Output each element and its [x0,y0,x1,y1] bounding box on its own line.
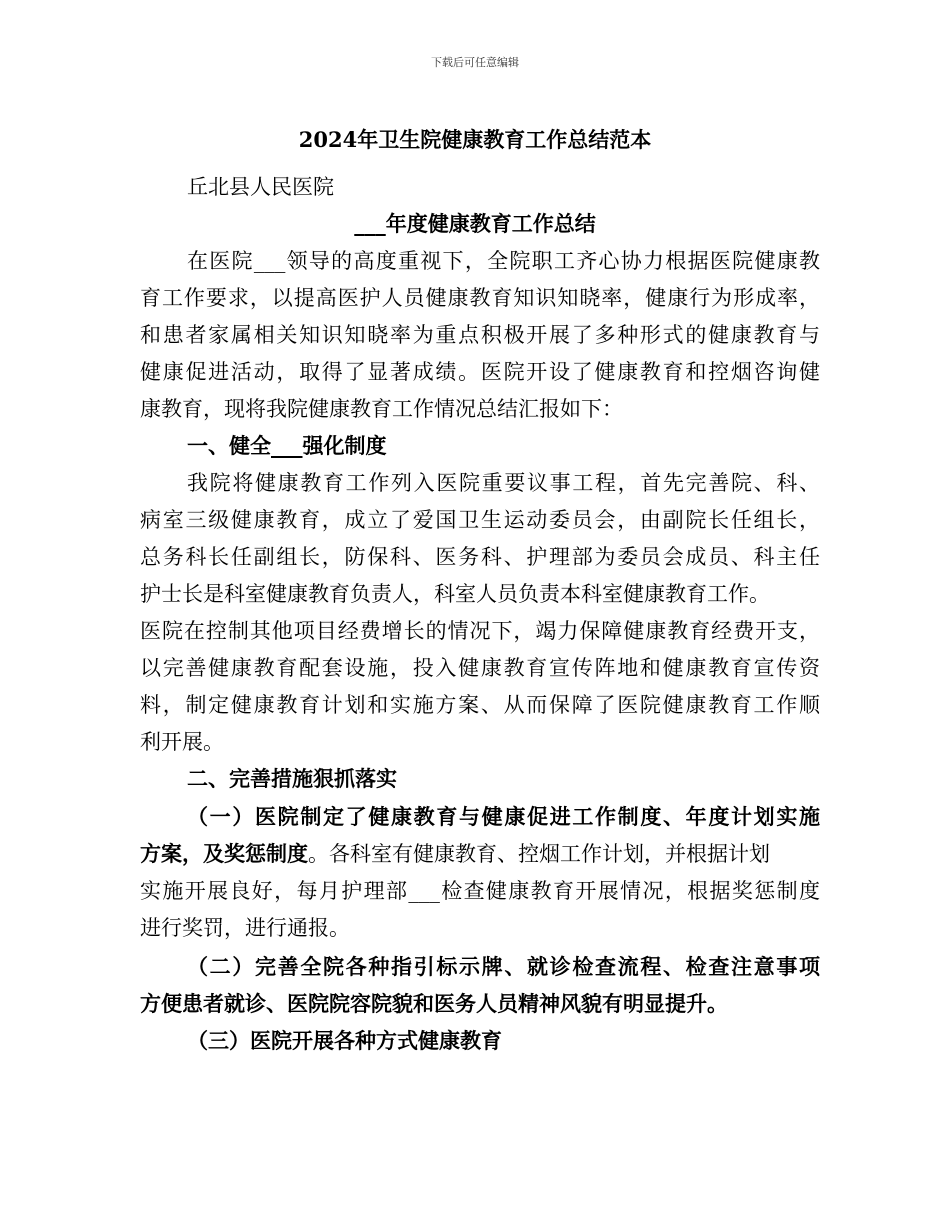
subsection-bold-text: 方案，及奖惩制度 [140,841,308,866]
paragraph-line: 护士长是科室健康教育负责人，科室人员负责本科室健康教育工作。 [140,582,770,606]
header-note: 下载后可任意编辑 [431,56,519,69]
paragraph-line: 实施开展良好，每月护理部___检查健康教育开展情况，根据奖惩制度 [140,879,820,903]
subsection-text: 。各科室有健康教育、控烟工作计划，并根据计划 [308,842,770,866]
subsection-line [140,837,820,871]
paragraph-line: 医院在控制其他项目经费增长的情况下，竭力保障健康教育经费开支， [140,619,820,643]
document-title: 2024年卫生院健康教育工作总结范本 [298,127,652,152]
paragraph-line: 在医院___领导的高度重视下，全院职工齐心协力根据医院健康教 [187,249,820,273]
paragraph-line: 利开展。 [140,730,224,754]
subsection-line: （二）完善全院各种指引标示牌、就诊检查流程、检查注意事项 [187,954,820,979]
paragraph-line: 病室三级健康教育，成立了爱国卫生运动委员会，由副院长任组长， [140,508,820,532]
paragraph-line: 和患者家属相关知识知晓率为重点积极开展了多种形式的健康教育与 [140,323,820,347]
paragraph-line: 进行奖罚，进行通报。 [140,916,350,940]
subsection-heading: （三）医院开展各种方式健康教育 [187,1028,502,1053]
paragraph-line: 总务科长任副组长，防保科、医务科、护理部为委员会成员、科主任 [140,545,820,569]
subsection-line: （一）医院制定了健康教育与健康促进工作制度、年度计划实施 [187,804,820,829]
section-heading: 二、完善措施狠抓落实 [187,766,397,791]
subsection-line: 方便患者就诊、医院院容院貌和医务人员精神风貌有明显提升。 [140,991,728,1016]
paragraph-line: 育工作要求，以提高医护人员健康教育知识知晓率，健康行为形成率， [140,286,820,310]
paragraph-line: 康教育，现将我院健康教育工作情况总结汇报如下： [140,397,623,421]
subtitle: ___年度健康教育工作总结 [354,211,596,236]
paragraph-line: 料，制定健康教育计划和实施方案、从而保障了医院健康教育工作顺 [140,693,820,717]
paragraph-line: 健康促进活动，取得了显著成绩。医院开设了健康教育和控烟咨询健 [140,360,820,384]
section-heading: 一、健全___强化制度 [187,433,387,458]
paragraph-line: 以完善健康教育配套设施，投入健康教育宣传阵地和健康教育宣传资 [140,656,820,680]
paragraph-line: 我院将健康教育工作列入医院重要议事工程，首先完善院、科、 [187,471,820,495]
organization-name: 丘北县人民医院 [187,175,334,199]
